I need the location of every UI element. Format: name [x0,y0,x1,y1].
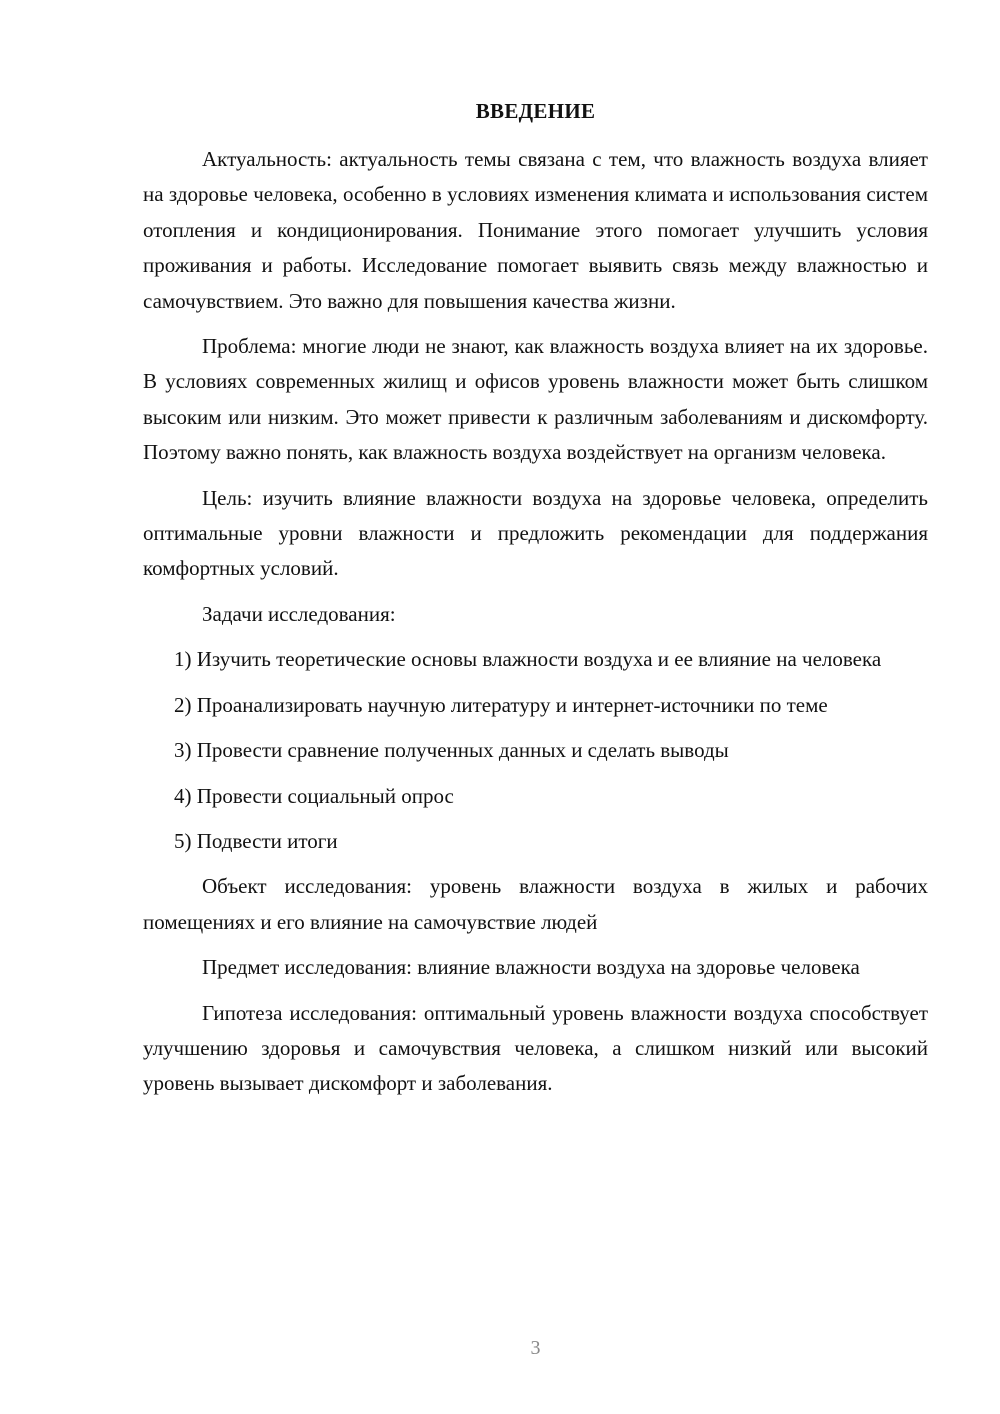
problem-paragraph: Проблема: многие люди не знают, как влажность воздуха влияет на их здоровье. В условиях современных жилищ и офисов уровень влажности может быть слишком высоким или низким. Это может привести к различным заболеваниям и дискомфорту. Поэтому важно понять, как влажность воздуха воздействует на организм человека. [143,334,928,465]
relevance-paragraph: Актуальность: актуальность темы связана с тем, что влажность воздуха влияет на здоровье человека, особенно в условиях изменения климата и использования систем отопления и кондиционирования. Понимание этого помогает улучшить условия проживания и работы. Исследование помогает выявить связь между влажностью и самочувствием. Это важно для повышения качества жизни. [143,147,928,313]
page-number: 3 [530,1337,541,1359]
task-item-5: 5) Подвести итоги [174,828,338,853]
object-paragraph: Объект исследования: уровень влажности воздуха в жилых и рабочих помещениях и его влияние на самочувствие людей [143,874,928,934]
task-item-4: 4) Провести социальный опрос [174,783,454,808]
task-item-1: 1) Изучить теоретические основы влажности воздуха и ее влияние на человека [174,647,882,672]
task-item-2: 2) Проанализировать научную литературу и интернет-источники по теме [174,692,828,717]
page-title: ВВЕДЕНИЕ [475,99,596,123]
task-item-3: 3) Провести сравнение полученных данных и сделать выводы [174,738,729,763]
document-page [143,0,928,1414]
tasks-heading: Задачи исследования: [202,601,396,626]
goal-paragraph: Цель: изучить влияние влажности воздуха на здоровье человека, определить оптимальные уровни влажности и предложить рекомендации для поддержания комфортных условий. [143,485,928,581]
hypothesis-paragraph: Гипотеза исследования: оптимальный уровень влажности воздуха способствует улучшению здоровья и самочувствия человека, а слишком низкий или высокий уровень вызывает дискомфорт и заболевания. [143,1000,928,1096]
document-body [143,142,928,1112]
subject-paragraph: Предмет исследования: влияние влажности воздуха на здоровье человека [202,955,860,980]
